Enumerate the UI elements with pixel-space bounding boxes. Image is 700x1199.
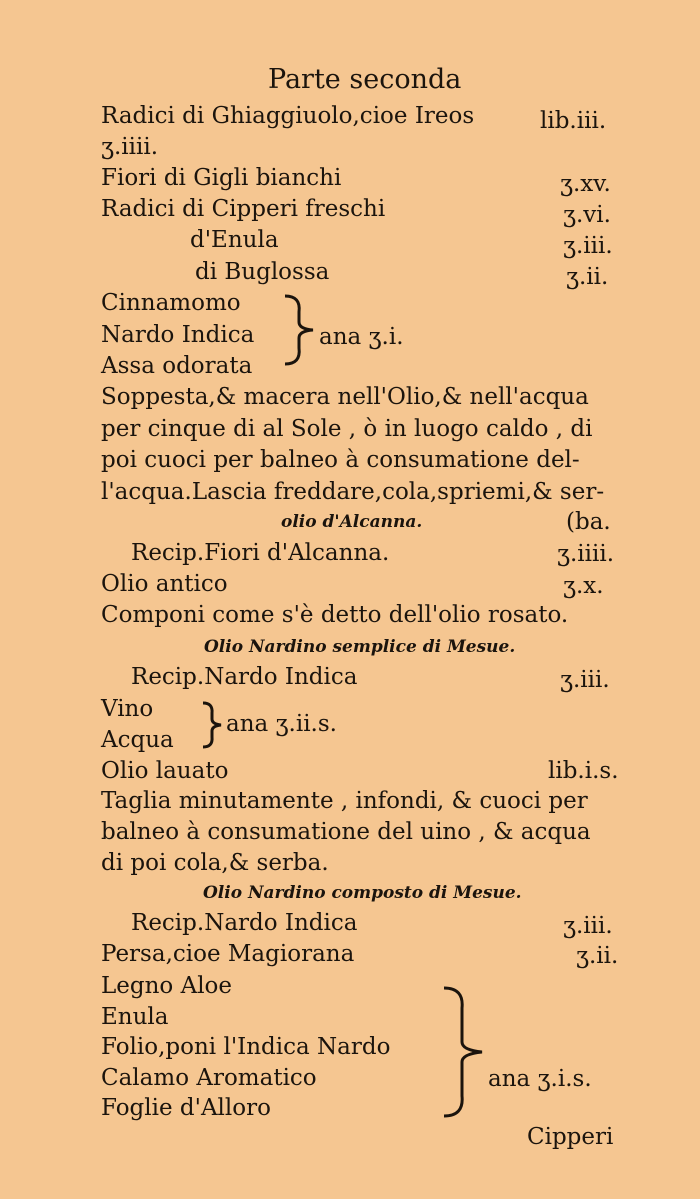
text-line: Recip.Nardo Indica bbox=[131, 664, 358, 690]
amount: ʒ.vi. bbox=[563, 202, 611, 228]
ingredient: Enula bbox=[101, 1004, 169, 1030]
amount: ʒ.iii. bbox=[563, 913, 613, 939]
section-title: Olio Nardino semplice di Mesue. bbox=[204, 637, 516, 657]
curly-brace-icon bbox=[199, 700, 227, 750]
text-line: Radici di Ghiaggiuolo,cioe Ireos bbox=[101, 103, 475, 129]
text-line: l'acqua.Lascia freddare,cola,spriemi,& ser- bbox=[101, 479, 605, 505]
text-line: Persa,cioe Magiorana bbox=[101, 941, 355, 967]
amount: ana ʒ.i.s. bbox=[488, 1066, 592, 1092]
text-line: Componi come s'è detto dell'olio rosato. bbox=[101, 602, 569, 628]
page-heading: Parte seconda bbox=[268, 64, 462, 95]
curly-brace-icon bbox=[281, 292, 321, 368]
amount: ana ʒ.i. bbox=[319, 324, 404, 350]
amount: ana ʒ.ii.s. bbox=[226, 711, 337, 737]
text-line: Taglia minutamente , infondi, & cuoci per bbox=[101, 788, 588, 814]
ingredient: Acqua bbox=[101, 727, 174, 753]
text-line: Radici di Cipperi freschi bbox=[101, 196, 386, 222]
text-line: Recip.Fiori d'Alcanna. bbox=[131, 540, 390, 566]
ingredient: Assa odorata bbox=[101, 353, 253, 379]
text-line: per cinque di al Sole , ò in luogo caldo , di bbox=[101, 416, 593, 442]
text-line: ʒ.iiii. bbox=[101, 134, 159, 160]
section-title: Olio Nardino composto di Mesue. bbox=[203, 883, 522, 903]
text-line: di poi cola,& serba. bbox=[101, 850, 329, 876]
ingredient: Nardo Indica bbox=[101, 322, 255, 348]
text-line: Fiori di Gigli bianchi bbox=[101, 165, 342, 191]
text-line: poi cuoci per balneo à consumatione del- bbox=[101, 447, 580, 473]
amount: ʒ.xv. bbox=[560, 171, 611, 197]
text-line: Olio lauato bbox=[101, 758, 229, 784]
amount: ʒ.iiii. bbox=[557, 541, 615, 567]
amount: lib.iii. bbox=[540, 108, 607, 134]
text-line: di Buglossa bbox=[195, 259, 330, 285]
text-line: Olio antico bbox=[101, 571, 228, 597]
curly-brace-icon bbox=[440, 984, 490, 1120]
ingredient: Folio,poni l'Indica Nardo bbox=[101, 1034, 391, 1060]
section-title: olio d'Alcanna. bbox=[281, 512, 423, 532]
amount: ʒ.iii. bbox=[560, 667, 610, 693]
catchword: Cipperi bbox=[527, 1124, 614, 1150]
amount: lib.i.s. bbox=[548, 758, 619, 784]
amount: ʒ.ii. bbox=[566, 264, 609, 290]
text-line: balneo à consumatione del uino , & acqua bbox=[101, 819, 591, 845]
text-line: d'Enula bbox=[190, 227, 279, 253]
ingredient: Calamo Aromatico bbox=[101, 1065, 317, 1091]
ingredient: Cinnamomo bbox=[101, 290, 241, 316]
amount: ʒ.ii. bbox=[576, 943, 619, 969]
text-line: (ba. bbox=[566, 509, 611, 535]
ingredient: Vino bbox=[101, 696, 154, 722]
amount: ʒ.iii. bbox=[563, 233, 613, 259]
text-line: Recip.Nardo Indica bbox=[131, 910, 358, 936]
text-line: Soppesta,& macera nell'Olio,& nell'acqua bbox=[101, 384, 589, 410]
amount: ʒ.x. bbox=[563, 573, 604, 599]
ingredient: Legno Aloe bbox=[101, 973, 233, 999]
ingredient: Foglie d'Alloro bbox=[101, 1095, 271, 1121]
